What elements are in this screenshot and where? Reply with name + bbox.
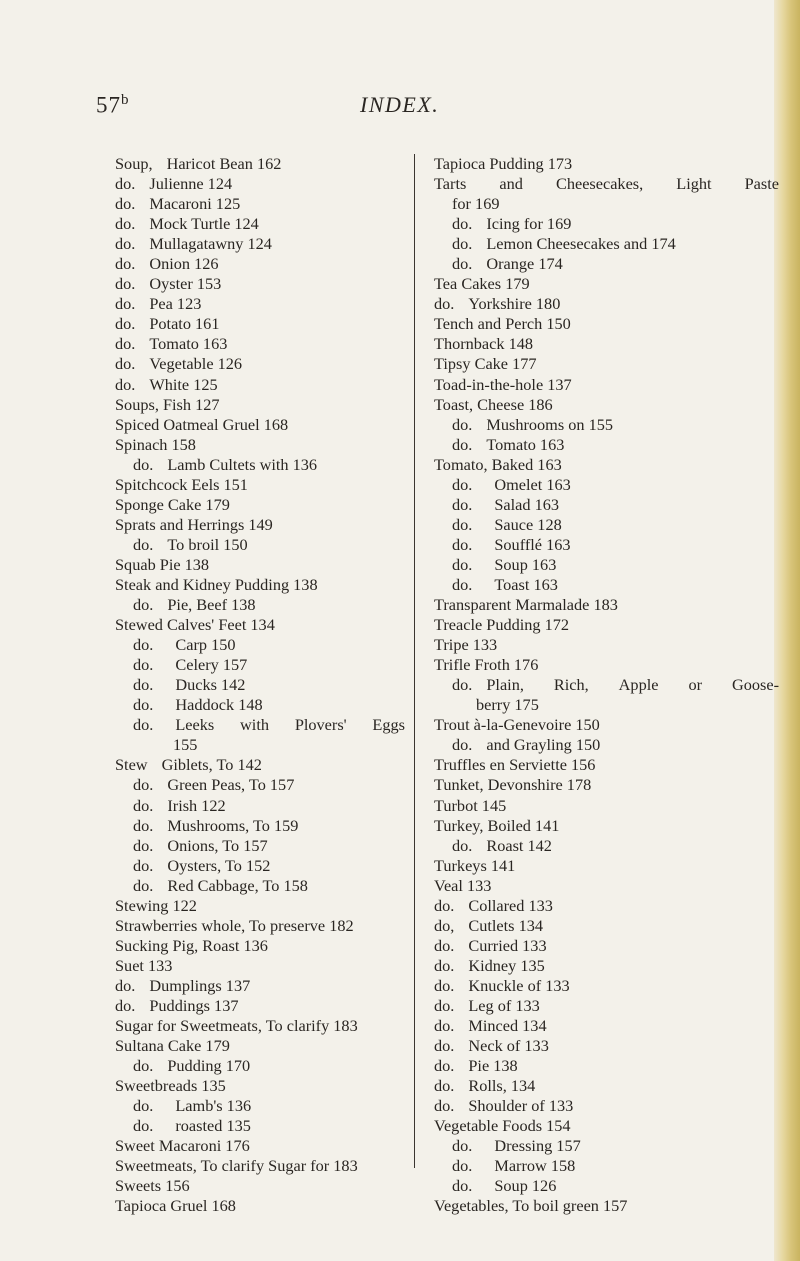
index-entry bbox=[434, 1156, 779, 1176]
index-entry bbox=[434, 755, 779, 775]
entry-key: do. bbox=[115, 254, 136, 274]
entry-key: do. bbox=[434, 955, 455, 975]
entry-text: Omelet 163 bbox=[494, 474, 571, 494]
entry-text: Toad-in-the-hole 137 bbox=[434, 374, 572, 394]
entry-key: do. bbox=[452, 534, 473, 554]
entry-word: Apple bbox=[618, 675, 659, 695]
entry-text: Tomato, Baked 163 bbox=[434, 454, 562, 474]
entry-text: Spinach 158 bbox=[115, 434, 196, 454]
entry-text: Roast 142 bbox=[486, 835, 552, 855]
entry-key: do. bbox=[452, 494, 473, 514]
entry-text: Trout à-la-Genevoire 150 bbox=[434, 715, 600, 735]
index-entry bbox=[434, 916, 779, 936]
index-entry bbox=[434, 435, 779, 455]
entry-text: Spitchcock Eels 151 bbox=[115, 474, 248, 494]
index-entry bbox=[434, 715, 779, 735]
entry-key: do. bbox=[434, 1036, 455, 1056]
index-entry bbox=[115, 956, 405, 976]
entry-text: Stewed Calves' Feet 134 bbox=[115, 615, 275, 635]
entry-key: do. bbox=[133, 875, 154, 895]
index-entry bbox=[434, 635, 779, 655]
entry-text: Sweets 156 bbox=[115, 1176, 190, 1196]
entry-key: do. bbox=[133, 815, 154, 835]
entry-key: do. bbox=[133, 795, 154, 815]
entry-text: Strawberries whole, To preserve 182 bbox=[115, 915, 354, 935]
index-entry bbox=[115, 274, 405, 294]
entry-text: Turkey, Boiled 141 bbox=[434, 815, 560, 835]
entry-key-group bbox=[452, 675, 524, 695]
entry-word: Tarts bbox=[434, 174, 467, 194]
entry-key: do. bbox=[133, 1116, 154, 1136]
index-entry bbox=[115, 896, 405, 916]
entry-key: do. bbox=[115, 975, 136, 995]
index-entry bbox=[434, 174, 779, 194]
entry-text: Onion 126 bbox=[149, 254, 219, 274]
entry-text: Vegetable Foods 154 bbox=[434, 1116, 571, 1136]
entry-key: do. bbox=[133, 855, 154, 875]
page-header bbox=[0, 92, 800, 132]
entry-key: Stew bbox=[115, 755, 148, 775]
index-entry bbox=[434, 1136, 779, 1156]
entry-key: do. bbox=[452, 1156, 473, 1176]
index-entry bbox=[434, 996, 779, 1016]
entry-key: do. bbox=[115, 294, 136, 314]
entry-text: Julienne 124 bbox=[149, 174, 233, 194]
entry-key: do. bbox=[115, 374, 136, 394]
entry-word: Eggs bbox=[372, 715, 405, 735]
entry-key: do. bbox=[434, 895, 455, 915]
index-entry bbox=[434, 796, 779, 816]
index-entry bbox=[115, 1056, 405, 1076]
entry-word: Paste bbox=[744, 174, 779, 194]
entry-text: Dressing 157 bbox=[494, 1136, 581, 1156]
entry-text: To broil 150 bbox=[167, 534, 248, 554]
entry-key: do. bbox=[115, 995, 136, 1015]
entry-text: Transparent Marmalade 183 bbox=[434, 595, 618, 615]
entry-text: Collared 133 bbox=[468, 895, 553, 915]
index-entry bbox=[115, 214, 405, 234]
entry-text: Tunket, Devonshire 178 bbox=[434, 775, 592, 795]
entry-word: Leeks bbox=[175, 715, 215, 735]
entry-text: Mock Turtle 124 bbox=[149, 214, 259, 234]
index-entry bbox=[115, 715, 405, 735]
index-entry bbox=[434, 1096, 779, 1116]
entry-text: Squab Pie 138 bbox=[115, 554, 210, 574]
index-entry bbox=[115, 796, 405, 816]
index-entry bbox=[115, 154, 405, 174]
index-entry bbox=[434, 856, 779, 876]
index-entry bbox=[434, 334, 779, 354]
index-entry bbox=[115, 1096, 405, 1116]
entry-word: Rich, bbox=[553, 675, 589, 695]
index-entry bbox=[434, 294, 779, 314]
entry-text: Tripe 133 bbox=[434, 635, 498, 655]
entry-text: Pie 138 bbox=[468, 1056, 518, 1076]
entry-text: Dumplings 137 bbox=[149, 975, 251, 995]
index-entry bbox=[115, 435, 405, 455]
entry-text: Shoulder of 133 bbox=[468, 1096, 574, 1116]
entry-key: do. bbox=[115, 214, 136, 234]
entry-text: Neck of 133 bbox=[468, 1036, 549, 1056]
entry-text: Sultana Cake 179 bbox=[115, 1036, 230, 1056]
index-entry bbox=[115, 1116, 405, 1136]
entry-key: do. bbox=[452, 514, 473, 534]
entry-key: do. bbox=[115, 354, 136, 374]
entry-key: do. bbox=[452, 434, 473, 454]
entry-key: do. bbox=[133, 835, 154, 855]
entry-text: Suet 133 bbox=[115, 955, 173, 975]
index-entry bbox=[115, 375, 405, 395]
entry-text: Lamb's 136 bbox=[175, 1096, 252, 1116]
entry-key: do. bbox=[133, 655, 154, 675]
index-entry bbox=[434, 535, 779, 555]
entry-text: Vegetables, To boil green 157 bbox=[434, 1196, 628, 1216]
entry-text: Orange 174 bbox=[486, 254, 563, 274]
entry-text: Carp 150 bbox=[175, 635, 236, 655]
entry-word: Light bbox=[676, 174, 712, 194]
entry-text: Lemon Cheesecakes and 174 bbox=[486, 234, 676, 254]
entry-text: Toast 163 bbox=[494, 574, 558, 594]
entry-text: Tapioca Pudding 173 bbox=[434, 154, 573, 173]
entry-text: Onions, To 157 bbox=[167, 835, 268, 855]
index-entry bbox=[434, 194, 779, 214]
entry-text: 155 bbox=[173, 735, 198, 755]
entry-text: Leg of 133 bbox=[468, 995, 540, 1015]
page-number-suffix: b bbox=[121, 92, 130, 108]
entry-text: Tea Cakes 179 bbox=[434, 274, 530, 294]
entry-text: Spiced Oatmeal Gruel 168 bbox=[115, 414, 289, 434]
entry-text: Sweet Macaroni 176 bbox=[115, 1136, 250, 1156]
entry-text: Toast, Cheese 186 bbox=[434, 394, 553, 414]
entry-key-group bbox=[133, 715, 214, 735]
entry-text: Cutlets 134 bbox=[468, 915, 543, 935]
index-entry bbox=[115, 755, 405, 775]
entry-key: do. bbox=[452, 214, 473, 234]
entry-key: do. bbox=[133, 775, 154, 795]
entry-text: Lamb Cultets with 136 bbox=[167, 454, 318, 474]
index-entry bbox=[434, 495, 779, 515]
index-entry bbox=[434, 876, 779, 896]
index-column-right bbox=[434, 154, 779, 1216]
index-entry bbox=[434, 234, 779, 254]
entry-text: Marrow 158 bbox=[494, 1156, 576, 1176]
entry-text: Sugar for Sweetmeats, To clarify 183 bbox=[115, 1016, 358, 1036]
page-number bbox=[96, 92, 130, 119]
entry-text: Macaroni 125 bbox=[149, 194, 241, 214]
index-entry bbox=[115, 495, 405, 515]
entry-text: Soups, Fish 127 bbox=[115, 394, 220, 414]
entry-text: Giblets, To 142 bbox=[161, 755, 262, 775]
index-entry bbox=[434, 254, 779, 274]
entry-text: Haddock 148 bbox=[175, 695, 263, 715]
index-entry bbox=[434, 655, 779, 675]
entry-text: Ducks 142 bbox=[175, 675, 246, 695]
entry-text: Pudding 170 bbox=[167, 1056, 251, 1076]
entry-key: do. bbox=[434, 1096, 455, 1116]
entry-text: Sweetmeats, To clarify Sugar for 183 bbox=[115, 1156, 358, 1176]
entry-text: Veal 133 bbox=[434, 875, 492, 895]
entry-key: do. bbox=[452, 254, 473, 274]
index-entry bbox=[115, 836, 405, 856]
index-entry bbox=[115, 675, 405, 695]
entry-key: do. bbox=[452, 675, 473, 695]
entry-key: do. bbox=[133, 454, 154, 474]
entry-text: Salad 163 bbox=[494, 494, 560, 514]
entry-key: do. bbox=[452, 835, 473, 855]
index-entry bbox=[434, 274, 779, 294]
entry-text: Pie, Beef 138 bbox=[167, 595, 256, 615]
entry-text: Tomato 163 bbox=[149, 334, 228, 354]
entry-key: do. bbox=[115, 274, 136, 294]
entry-text: Mushrooms, To 159 bbox=[167, 815, 299, 835]
index-entry bbox=[434, 375, 779, 395]
entry-text: Celery 157 bbox=[175, 655, 248, 675]
entry-text: Soup 126 bbox=[494, 1176, 557, 1196]
entry-key: do. bbox=[452, 1136, 473, 1156]
entry-text: White 125 bbox=[149, 374, 218, 394]
index-entry bbox=[434, 896, 779, 916]
index-entry bbox=[434, 354, 779, 374]
index-entry bbox=[434, 1056, 779, 1076]
index-entry bbox=[434, 695, 779, 715]
index-entry bbox=[115, 816, 405, 836]
entry-text: Truffles en Serviette 156 bbox=[434, 755, 596, 775]
entry-text: Red Cabbage, To 158 bbox=[167, 875, 308, 895]
entry-text: roasted 135 bbox=[175, 1116, 251, 1136]
index-entry bbox=[434, 775, 779, 795]
index-entry bbox=[434, 1016, 779, 1036]
index-entry bbox=[115, 595, 405, 615]
index-entry bbox=[434, 475, 779, 495]
entry-text: Steak and Kidney Pudding 138 bbox=[115, 574, 318, 594]
entry-key: do. bbox=[434, 935, 455, 955]
index-entry bbox=[115, 735, 405, 755]
running-title: INDEX. bbox=[360, 92, 440, 117]
index-entry bbox=[434, 575, 779, 595]
index-entry bbox=[434, 455, 779, 475]
entry-word: with bbox=[240, 715, 269, 735]
entry-text: Minced 134 bbox=[468, 1016, 547, 1036]
entry-text: Sweetbreads 135 bbox=[115, 1076, 226, 1096]
entry-text: Sprats and Herrings 149 bbox=[115, 514, 273, 534]
entry-text: Stewing 122 bbox=[115, 895, 197, 915]
entry-key: do, bbox=[434, 915, 455, 935]
index-entry bbox=[115, 294, 405, 314]
index-entry bbox=[115, 1156, 405, 1176]
entry-text: Soufflé 163 bbox=[494, 534, 571, 554]
index-entry bbox=[115, 555, 405, 575]
column-divider bbox=[414, 154, 415, 1168]
entry-key: do. bbox=[452, 474, 473, 494]
index-entry bbox=[115, 1176, 405, 1196]
entry-text: Tapioca Gruel 168 bbox=[115, 1196, 236, 1216]
entry-key: do. bbox=[133, 1056, 154, 1076]
index-entry bbox=[434, 415, 779, 435]
index-entry bbox=[115, 194, 405, 214]
index-entry bbox=[115, 575, 405, 595]
index-entry bbox=[434, 976, 779, 996]
entry-text: Puddings 137 bbox=[149, 995, 239, 1015]
entry-word: Goose- bbox=[731, 675, 779, 695]
entry-key: do. bbox=[452, 414, 473, 434]
index-entry bbox=[434, 154, 779, 174]
entry-word: Plain, bbox=[486, 675, 524, 695]
entry-key: do. bbox=[452, 234, 473, 254]
entry-text: Tipsy Cake 177 bbox=[434, 354, 537, 374]
entry-text: berry 175 bbox=[476, 695, 539, 715]
entry-key: do. bbox=[133, 635, 154, 655]
entry-key: do. bbox=[434, 1076, 455, 1096]
index-entry bbox=[434, 395, 779, 415]
entry-key: do. bbox=[133, 715, 154, 735]
entry-text: Curried 133 bbox=[468, 935, 547, 955]
entry-key: do. bbox=[133, 534, 154, 554]
entry-text: Rolls, 134 bbox=[468, 1076, 536, 1096]
entry-key: do. bbox=[115, 334, 136, 354]
entry-key: do. bbox=[452, 1176, 473, 1196]
index-entry bbox=[434, 1036, 779, 1056]
index-entry bbox=[115, 415, 405, 435]
index-entry bbox=[115, 455, 405, 475]
entry-word: and bbox=[499, 174, 523, 194]
index-entry bbox=[434, 1176, 779, 1196]
index-entry bbox=[115, 996, 405, 1016]
entry-word: or bbox=[688, 675, 702, 695]
entry-text: and Grayling 150 bbox=[486, 735, 601, 755]
entry-key: do. bbox=[115, 174, 136, 194]
index-entry bbox=[115, 1076, 405, 1096]
index-entry bbox=[115, 515, 405, 535]
index-entry bbox=[115, 1136, 405, 1156]
entry-key: do. bbox=[434, 294, 455, 314]
entry-text: Mullagatawny 124 bbox=[149, 234, 272, 254]
index-entry bbox=[115, 916, 405, 936]
index-entry bbox=[115, 334, 405, 354]
entry-key: do. bbox=[452, 554, 473, 574]
entry-text: Tench and Perch 150 bbox=[434, 314, 571, 334]
index-entry bbox=[115, 635, 405, 655]
index-entry bbox=[434, 615, 779, 635]
index-entry bbox=[115, 655, 405, 675]
entry-text: Knuckle of 133 bbox=[468, 975, 570, 995]
entry-text: Kidney 135 bbox=[468, 955, 545, 975]
entry-key: do. bbox=[133, 695, 154, 715]
index-column-left bbox=[115, 154, 405, 1216]
index-entry bbox=[434, 214, 779, 234]
entry-text: for 169 bbox=[452, 194, 500, 214]
index-entry bbox=[115, 174, 405, 194]
index-entry bbox=[115, 695, 405, 715]
entry-text: Yorkshire 180 bbox=[468, 294, 561, 314]
entry-key: do. bbox=[115, 234, 136, 254]
entry-key: do. bbox=[434, 975, 455, 995]
entry-key: do. bbox=[133, 595, 154, 615]
entry-text: Mushrooms on 155 bbox=[486, 414, 614, 434]
entry-text: Turbot 145 bbox=[434, 795, 507, 815]
entry-text: Sucking Pig, Roast 136 bbox=[115, 935, 268, 955]
entry-key: Soup, bbox=[115, 154, 153, 173]
index-entry bbox=[434, 1076, 779, 1096]
entry-key: do. bbox=[452, 574, 473, 594]
entry-text: Sponge Cake 179 bbox=[115, 494, 230, 514]
index-entry bbox=[115, 775, 405, 795]
entry-text: Oyster 153 bbox=[149, 274, 222, 294]
index-entry bbox=[434, 555, 779, 575]
index-entry bbox=[115, 856, 405, 876]
entry-text: Green Peas, To 157 bbox=[167, 775, 295, 795]
index-entry bbox=[115, 1196, 405, 1216]
index-entry bbox=[115, 314, 405, 334]
entry-text: Pea 123 bbox=[149, 294, 202, 314]
page-number-value: 57 bbox=[96, 92, 121, 118]
entry-key: do. bbox=[434, 1016, 455, 1036]
index-entry bbox=[434, 816, 779, 836]
entry-text: Oysters, To 152 bbox=[167, 855, 271, 875]
entry-word: Plovers' bbox=[294, 715, 347, 735]
index-entry bbox=[115, 234, 405, 254]
entry-text: Haricot Bean 162 bbox=[166, 154, 282, 173]
entry-key: do. bbox=[133, 1096, 154, 1116]
index-entry bbox=[434, 735, 779, 755]
index-entry bbox=[434, 515, 779, 535]
entry-text: Tomato 163 bbox=[486, 434, 565, 454]
index-entry bbox=[115, 475, 405, 495]
entry-key: do. bbox=[452, 735, 473, 755]
index-entry bbox=[434, 936, 779, 956]
index-entry bbox=[434, 1116, 779, 1136]
index-entry bbox=[115, 615, 405, 635]
entry-text: Potato 161 bbox=[149, 314, 220, 334]
index-entry bbox=[434, 595, 779, 615]
entry-text: Vegetable 126 bbox=[149, 354, 243, 374]
entry-key: do. bbox=[115, 194, 136, 214]
entry-key: do. bbox=[115, 314, 136, 334]
index-entry bbox=[434, 314, 779, 334]
index-entry bbox=[434, 675, 779, 695]
index-entry bbox=[434, 1196, 779, 1216]
index-entry bbox=[115, 976, 405, 996]
entry-text: Icing for 169 bbox=[486, 214, 572, 234]
entry-key: do. bbox=[434, 995, 455, 1015]
entry-text: Turkeys 141 bbox=[434, 855, 516, 875]
index-entry bbox=[115, 535, 405, 555]
entry-word: Cheesecakes, bbox=[555, 174, 644, 194]
entry-key: do. bbox=[133, 675, 154, 695]
index-entry bbox=[115, 395, 405, 415]
index-entry bbox=[434, 956, 779, 976]
entry-text: Irish 122 bbox=[167, 795, 226, 815]
entry-key: do. bbox=[434, 1056, 455, 1076]
index-entry bbox=[115, 876, 405, 896]
entry-text: Sauce 128 bbox=[494, 514, 562, 534]
index-entry bbox=[115, 254, 405, 274]
entry-text: Soup 163 bbox=[494, 554, 557, 574]
index-entry bbox=[115, 354, 405, 374]
entry-text: Thornback 148 bbox=[434, 334, 534, 354]
entry-text: Treacle Pudding 172 bbox=[434, 615, 570, 635]
index-entry bbox=[115, 1016, 405, 1036]
index-entry bbox=[115, 1036, 405, 1056]
index-entry bbox=[115, 936, 405, 956]
index-entry bbox=[434, 836, 779, 856]
entry-text: Trifle Froth 176 bbox=[434, 655, 539, 675]
